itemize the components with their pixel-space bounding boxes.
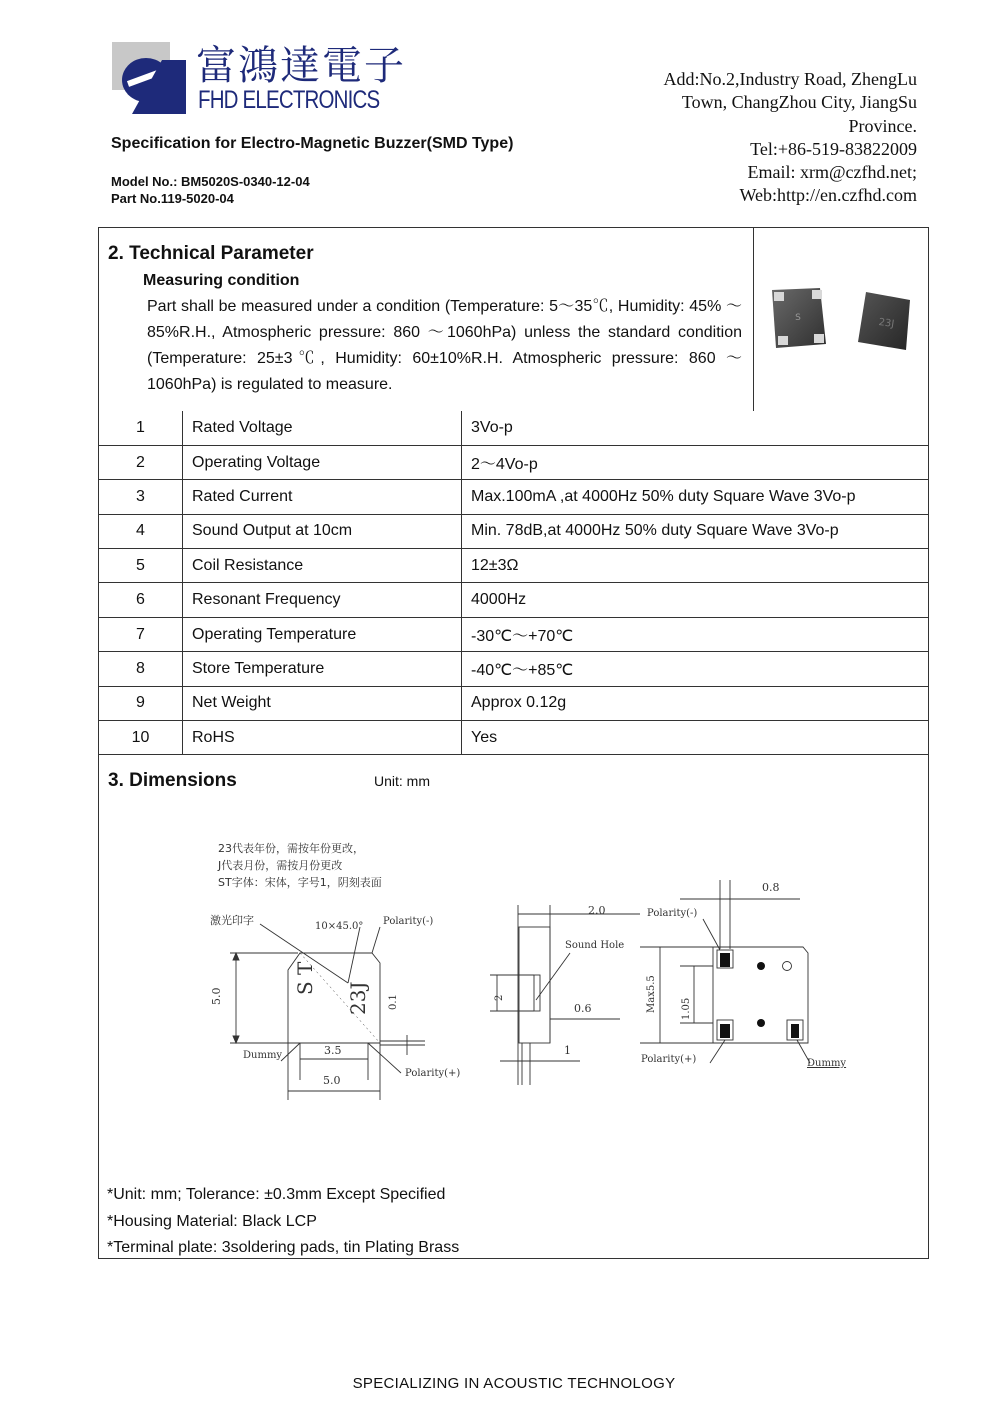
dim-5-0-width: 5.0: [323, 1074, 341, 1087]
dummy-label-back: Dummy: [807, 1058, 847, 1069]
dim-1: 1: [564, 1044, 571, 1057]
param-value: -30℃～+70℃: [462, 617, 929, 651]
table-row: [99, 686, 929, 720]
param-number: 9: [99, 686, 183, 720]
dim-0-8: 0.8: [762, 881, 780, 894]
param-value: 4000Hz: [462, 583, 929, 617]
chamfer-label: 10×45.0°: [315, 921, 364, 932]
dimensions-title: 3. Dimensions: [108, 770, 237, 791]
model-number: Model No.: BM5020S-0340-12-04: [111, 174, 310, 189]
dimension-drawing: [200, 835, 860, 1120]
table-row: [99, 721, 929, 755]
dim-0-1: 0.1: [388, 994, 399, 1010]
footer-slogan: SPECIALIZING IN ACOUSTIC TECHNOLOGY: [352, 1375, 676, 1392]
table-row: [99, 583, 929, 617]
param-value: Yes: [462, 721, 929, 755]
table-row: [99, 445, 929, 479]
polarity-minus-label-front: Polarity(-): [383, 916, 434, 927]
company-logo-mark: [110, 40, 188, 116]
param-number: 8: [99, 652, 183, 686]
address-line-1: Add:No.2,Industry Road, ZhengLu: [663, 69, 917, 89]
sound-hole-label: Sound Hole: [565, 940, 625, 951]
dim-2-0: 2.0: [588, 904, 606, 917]
polarity-plus-label-back: Polarity(+): [641, 1054, 697, 1065]
laser-print-label: 激光印字: [210, 914, 254, 927]
param-number: 1: [99, 411, 183, 445]
email-link[interactable]: Email: xrm@czfhd.net;: [747, 162, 917, 183]
body-text-st: S T: [293, 961, 317, 995]
param-number: 5: [99, 549, 183, 583]
dim-0-6: 0.6: [574, 1002, 592, 1015]
param-number: 10: [99, 721, 183, 755]
param-name: Sound Output at 10cm: [183, 514, 462, 548]
param-name: Net Weight: [183, 686, 462, 720]
param-number: 3: [99, 480, 183, 514]
param-value: -40℃～+85℃: [462, 652, 929, 686]
param-name: Coil Resistance: [183, 549, 462, 583]
dim-1-05: 1.05: [681, 997, 692, 1020]
address-line-2: Town, ChangZhou City, JiangSu: [681, 92, 917, 113]
polarity-minus-label-back: Polarity(-): [647, 908, 698, 919]
note-terminal: *Terminal plate: 3soldering pads, tin Plating Brass: [107, 1239, 460, 1256]
table-row: [99, 652, 929, 686]
table-row: [99, 411, 929, 445]
photo-mark-date: 23J: [877, 316, 895, 331]
param-number: 2: [99, 445, 183, 479]
drawing-note-2: J代表月份，需按月份更改: [218, 859, 343, 872]
dummy-label-front: Dummy: [243, 1050, 283, 1061]
param-name: Rated Voltage: [183, 411, 462, 445]
param-name: Store Temperature: [183, 652, 462, 686]
param-value: 12±3Ω: [462, 549, 929, 583]
param-number: 7: [99, 617, 183, 651]
param-name: Operating Voltage: [183, 445, 462, 479]
dimensions-unit: Unit: mm: [374, 773, 430, 789]
param-number: 4: [99, 514, 183, 548]
contact-block: [597, 68, 917, 208]
table-row: [99, 514, 929, 548]
param-number: 6: [99, 583, 183, 617]
table-row: [99, 617, 929, 651]
param-value: 3Vo-p: [462, 411, 929, 445]
note-housing: *Housing Material: Black LCP: [107, 1212, 317, 1230]
spec-title: Specification for Electro-Magnetic Buzzer(SMD Type): [111, 135, 514, 152]
telephone: Tel:+86-519-83822009: [750, 138, 917, 159]
drawing-note-3: ST字体：宋体，字号1，阴刻表面: [218, 876, 382, 889]
part-number: Part No.119-5020-04: [111, 191, 234, 206]
param-value: Max.100mA ,at 4000Hz 50% duty Square Wave 3Vo-p: [462, 480, 929, 514]
photo-mark-s: S: [795, 313, 801, 323]
photo-divider: [753, 227, 754, 411]
dim-2: 2: [494, 994, 505, 1001]
dimension-notes: [107, 1182, 459, 1262]
company-name-en: FHD ELECTRONICS: [198, 86, 380, 114]
param-value: Approx 0.12g: [462, 686, 929, 720]
table-row: [99, 480, 929, 514]
website-link[interactable]: Web:http://en.czfhd.com: [739, 185, 917, 206]
product-photo: [758, 282, 924, 362]
address-line-3: Province.: [848, 115, 917, 136]
param-name: Operating Temperature: [183, 617, 462, 651]
company-name-cn: 富鴻達電子: [196, 43, 406, 89]
table-row: [99, 549, 929, 583]
note-tolerance: *Unit: mm; Tolerance: ±0.3mm Except Specified: [107, 1186, 446, 1203]
param-name: Rated Current: [183, 480, 462, 514]
drawing-note-1: 23代表年份，需按年份更改，: [218, 842, 364, 855]
dim-5-0-height: 5.0: [210, 987, 223, 1005]
technical-parameter-title: 2. Technical Parameter: [108, 243, 314, 264]
dim-max5-5: Max5.5: [646, 975, 657, 1013]
param-name: RoHS: [183, 721, 462, 755]
measuring-condition-title: Measuring condition: [143, 272, 300, 289]
param-name: Resonant Frequency: [183, 583, 462, 617]
measuring-condition-text: Part shall be measured under a condition (Temperature: 5～35℃, Humidity: 45% ～ 85%R.H., Atmospheric pressure: 860 ～1060hPa) unless the standard condition (Temperature: 25±3℃, Humidity: 60±10%R.H. Atmospheric pressure: 860 ～1060hPa) is regulated to measure.: [147, 298, 742, 393]
parameter-table: [98, 411, 929, 755]
dim-3-5: 3.5: [324, 1044, 342, 1057]
polarity-plus-label-front: Polarity(+): [405, 1068, 461, 1079]
body-date-code: 23J: [346, 981, 370, 1015]
param-value: Min. 78dB,at 4000Hz 50% duty Square Wave 3Vo-p: [462, 514, 929, 548]
param-value: 2～4Vo-p: [462, 445, 929, 479]
side-view-body: [519, 927, 550, 1043]
